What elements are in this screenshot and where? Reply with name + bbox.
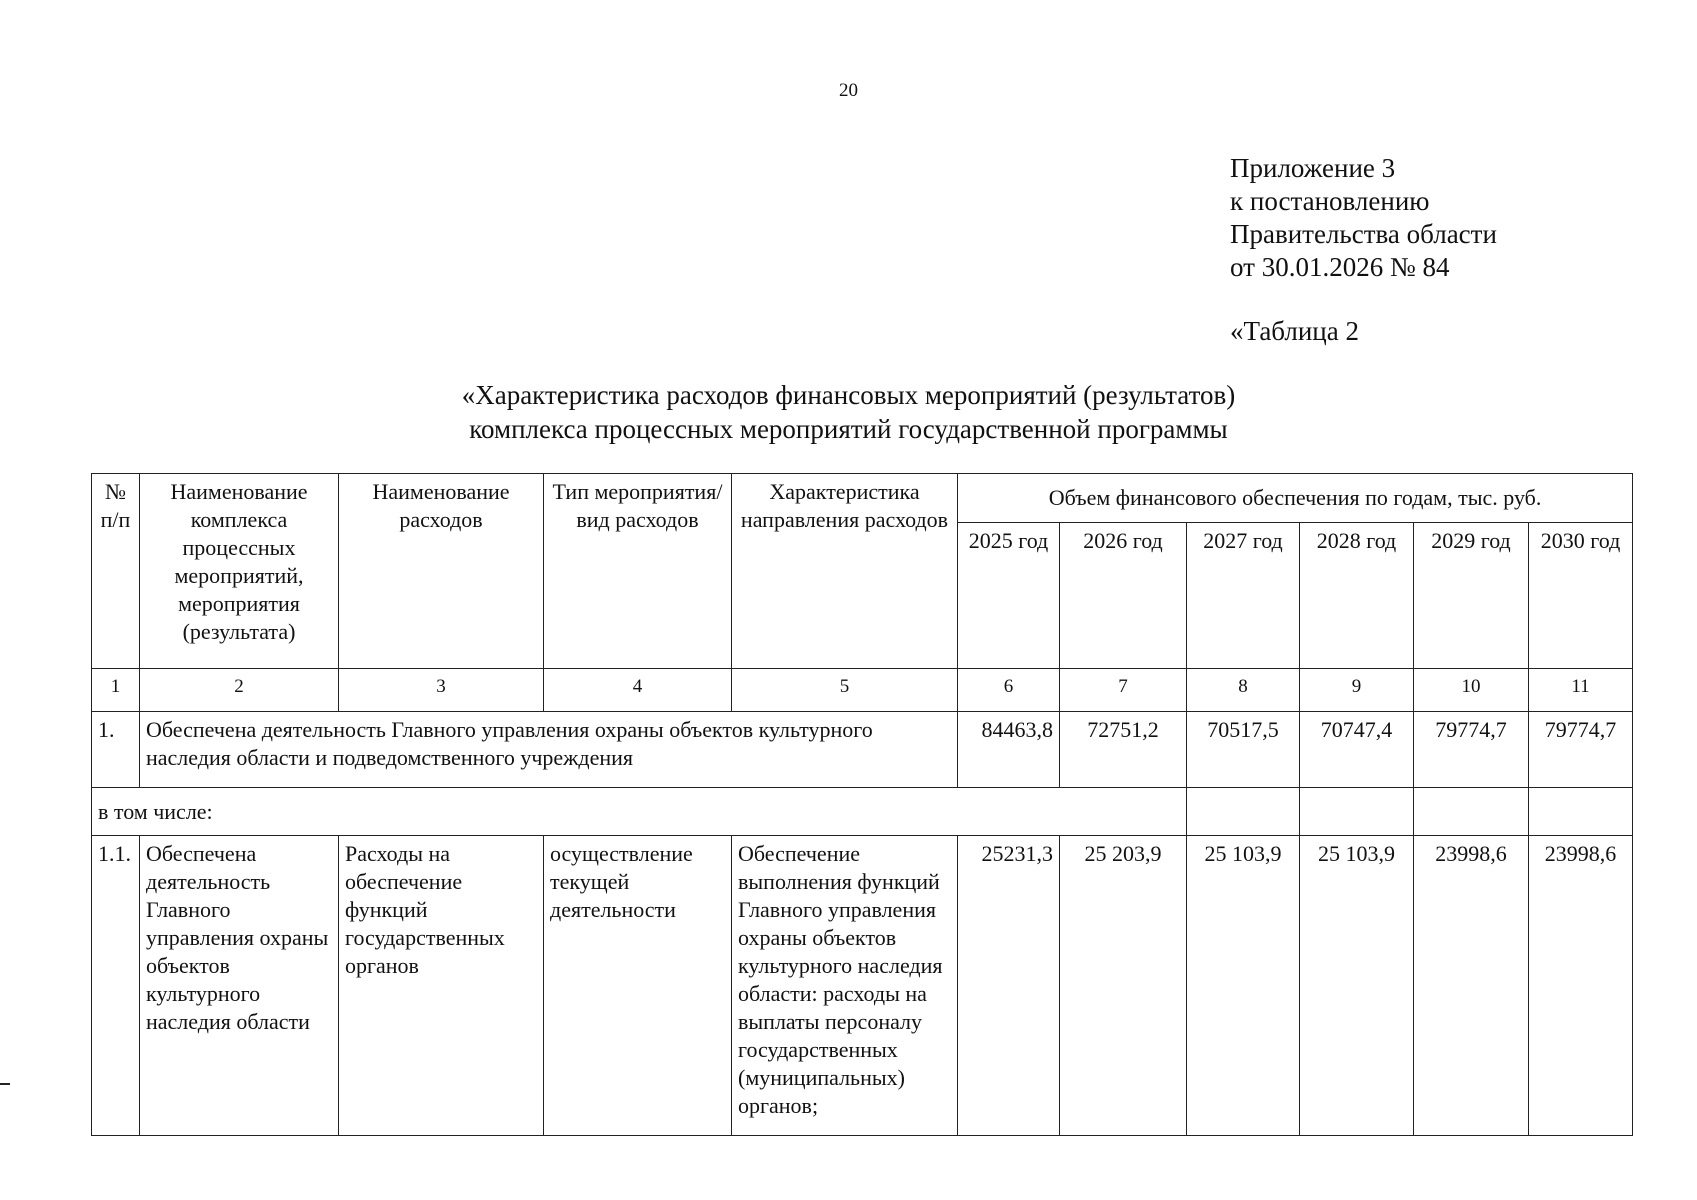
header-year: 2025 год: [958, 523, 1060, 669]
column-number: 5: [732, 669, 958, 712]
header-year: 2030 год: [1529, 523, 1633, 669]
empty-cell: [1300, 788, 1414, 836]
column-number: 3: [339, 669, 544, 712]
header-characteristic: Характеристика направления расходов: [732, 474, 958, 669]
value-cell: 70747,4: [1300, 712, 1414, 788]
value-cell: 25 103,9: [1187, 836, 1300, 1136]
header-num: № п/п: [92, 474, 140, 669]
page-number: 20: [839, 80, 858, 101]
header-volume: Объем финансового обеспечения по годам, тыс. руб.: [958, 474, 1633, 523]
value-cell: 25 203,9: [1060, 836, 1187, 1136]
header-year: 2029 год: [1414, 523, 1529, 669]
header-row: [92, 474, 1633, 523]
document-title: [0, 378, 1697, 446]
row-name: Обеспечена деятельность Главного управления охраны объектов культурного наследия области: [140, 836, 339, 1136]
column-number: 1: [92, 669, 140, 712]
title-line-2: комплекса процессных мероприятий государственной программы: [469, 414, 1228, 444]
empty-cell: [1414, 788, 1529, 836]
table-row: [92, 712, 1633, 788]
value-cell: 23998,6: [1414, 836, 1529, 1136]
value-cell: 70517,5: [1187, 712, 1300, 788]
appendix-line: от 30.01.2026 № 84: [1230, 252, 1450, 282]
column-number: 7: [1060, 669, 1187, 712]
value-cell: 79774,7: [1414, 712, 1529, 788]
column-numbers-row: [92, 669, 1633, 712]
value-cell: 84463,8: [958, 712, 1060, 788]
margin-mark: [0, 1083, 10, 1085]
column-number: 4: [544, 669, 732, 712]
value-cell: 23998,6: [1529, 836, 1633, 1136]
column-number: 10: [1414, 669, 1529, 712]
column-number: 8: [1187, 669, 1300, 712]
row-number: 1.1.: [92, 836, 140, 1136]
header-type: Тип мероприятия/ вид расходов: [544, 474, 732, 669]
table-row: [92, 836, 1633, 1136]
column-number: 9: [1300, 669, 1414, 712]
table-label: «Таблица 2: [1230, 316, 1359, 346]
value-cell: 25231,3: [958, 836, 1060, 1136]
header-complex-name: Наименование комплекса процессных мероприятий, мероприятия (результата): [140, 474, 339, 669]
row-expense: Расходы на обеспечение функций государственных органов: [339, 836, 544, 1136]
row-number: 1.: [92, 712, 140, 788]
including-row: [92, 788, 1633, 836]
empty-cell: [1529, 788, 1633, 836]
row-characteristic: Обеспечение выполнения функций Главного управления охраны объектов культурного наследия области: расходы на выплаты персоналу государственных (муниципальных) органов;: [732, 836, 958, 1136]
row-name: Обеспечена деятельность Главного управления охраны объектов культурного наследия области и подведомственного учреждения: [140, 712, 958, 788]
header-expense-name: Наименование расходов: [339, 474, 544, 669]
value-cell: 72751,2: [1060, 712, 1187, 788]
appendix-block: [1230, 152, 1497, 284]
header-year: 2028 год: [1300, 523, 1414, 669]
row-type: осуществление текущей деятельности: [544, 836, 732, 1136]
column-number: 11: [1529, 669, 1633, 712]
including-label: в том числе:: [92, 788, 1187, 836]
value-cell: 25 103,9: [1300, 836, 1414, 1136]
column-number: 2: [140, 669, 339, 712]
appendix-line: к постановлению: [1230, 186, 1430, 216]
value-cell: 79774,7: [1529, 712, 1633, 788]
title-line-1: «Характеристика расходов финансовых мероприятий (результатов): [461, 380, 1236, 410]
appendix-line: Правительства области: [1230, 219, 1497, 249]
column-number: 6: [958, 669, 1060, 712]
empty-cell: [1187, 788, 1300, 836]
header-year: 2026 год: [1060, 523, 1187, 669]
header-year: 2027 год: [1187, 523, 1300, 669]
expenses-table: [91, 473, 1633, 1136]
appendix-line: Приложение 3: [1230, 153, 1396, 183]
